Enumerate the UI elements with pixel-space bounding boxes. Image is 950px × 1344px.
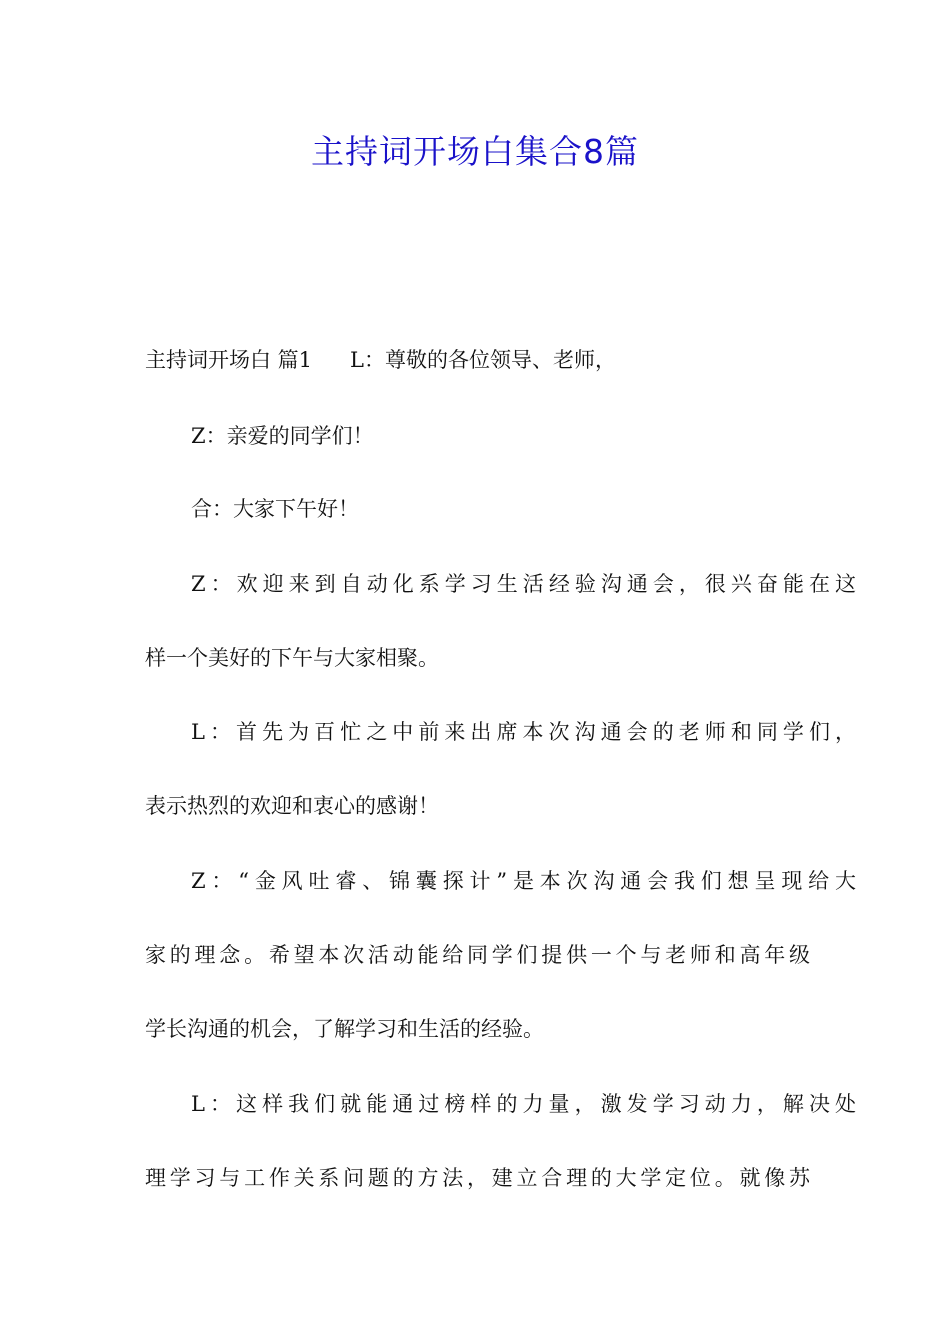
paragraph-line: Z：“金风吐睿、锦囊探计”是本次沟通会我们想呈现给大 <box>191 869 856 893</box>
paragraph-line <box>145 345 810 375</box>
document-title: 主持词开场白集合8篇 <box>311 132 639 171</box>
paragraph-line: 学长沟通的机会，了解学习和生活的经验。 <box>145 1017 544 1041</box>
paragraph-line: Z：欢迎来到自动化系学习生活经验沟通会，很兴奋能在这 <box>191 572 856 596</box>
paragraph-line: L：首先为百忙之中前来出席本次沟通会的老师和同学们， <box>191 720 856 744</box>
paragraph-line: 表示热烈的欢迎和衷心的感谢！ <box>145 794 439 818</box>
section-heading: 主持词开场白 篇1 <box>145 348 313 372</box>
paragraph-line: 理学习与工作关系问题的方法，建立合理的大学定位。就像苏 <box>145 1166 810 1190</box>
line-text: L：尊敬的各位领导、老师， <box>350 348 616 372</box>
paragraph-line: L：这样我们就能通过榜样的力量，激发学习动力，解决处 <box>191 1092 856 1116</box>
paragraph-line: 样一个美好的下午与大家相聚。 <box>145 646 439 670</box>
paragraph-line: 家的理念。希望本次活动能给同学们提供一个与老师和高年级 <box>145 943 810 967</box>
paragraph-line: 合：大家下午好！ <box>191 497 359 521</box>
paragraph-line: Z：亲爱的同学们！ <box>191 424 374 448</box>
